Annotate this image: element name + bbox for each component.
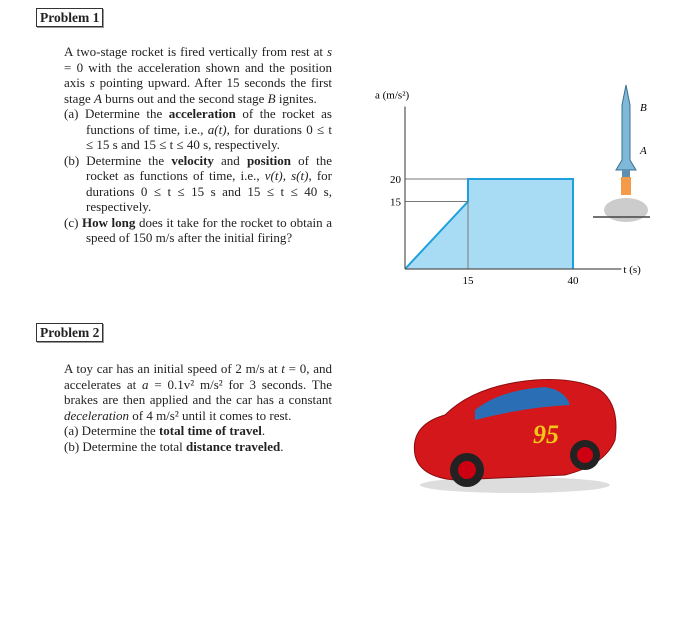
x-tick-label: 40 bbox=[567, 275, 579, 287]
problem-1-text bbox=[64, 44, 332, 246]
stage-a-label: A bbox=[640, 145, 647, 157]
front-rim bbox=[458, 461, 476, 479]
problem-1-part-a: (a) Determine the acceleration of the rocket as functions of time, i.e., a(t), for durations 0 ≤ t ≤ 15 s and 15 ≤ t ≤ 40 s, respectively. bbox=[64, 106, 332, 152]
x-axis-label: t (s) bbox=[623, 264, 641, 276]
y-tick-label: 20 bbox=[390, 174, 401, 186]
y-tick-label: 15 bbox=[390, 196, 401, 209]
rocket-body bbox=[616, 85, 636, 170]
acceleration-area bbox=[405, 179, 573, 269]
car-number: 95 bbox=[533, 420, 559, 449]
rocket-illustration bbox=[593, 85, 650, 222]
problem-2-heading: Problem 2 bbox=[36, 323, 103, 342]
problem-1-intro: A two-stage rocket is fired vertically from rest at s = 0 with the acceleration shown and the position axis s pointing upward. After 15 seconds the first stage A burns out and the second stage B ignites. bbox=[64, 44, 332, 106]
problem-2-text bbox=[64, 361, 332, 454]
acceleration-chart bbox=[360, 60, 690, 300]
problem-2-part-a: (a) Determine the total time of travel. bbox=[64, 423, 266, 438]
rocket-nozzle bbox=[622, 170, 630, 177]
problem-1-part-b: (b) Determine the velocity and position of the rocket as functions of time, i.e., v(t), s(t), for durations 0 ≤ t ≤ 15 s and 15 ≤ t ≤ 40 s, respectively. bbox=[64, 152, 333, 214]
rocket-flame bbox=[621, 177, 631, 195]
smoke-cloud bbox=[604, 198, 648, 222]
rear-rim bbox=[577, 447, 593, 463]
problem-1-heading: Problem 1 bbox=[36, 8, 103, 27]
problem-1-part-c: (c) How long does it take for the rocket to obtain a speed of 150 m/s after the initial firing? bbox=[64, 214, 332, 245]
x-tick-label: 15 bbox=[462, 275, 474, 287]
y-axis-label: a (m/s²) bbox=[375, 89, 410, 102]
stage-b-label: B bbox=[640, 102, 647, 114]
toy-car-image bbox=[405, 365, 625, 500]
problem-2-intro: A toy car has an initial speed of 2 m/s at t = 0, and accelerates at a = 0.1v² m/s² for 3 seconds. The brakes are then applied and the car has a constant deceleration of 4 m/s² until it comes to rest. bbox=[64, 361, 332, 423]
problem-2-part-b: (b) Determine the total distance traveled. bbox=[64, 438, 284, 454]
